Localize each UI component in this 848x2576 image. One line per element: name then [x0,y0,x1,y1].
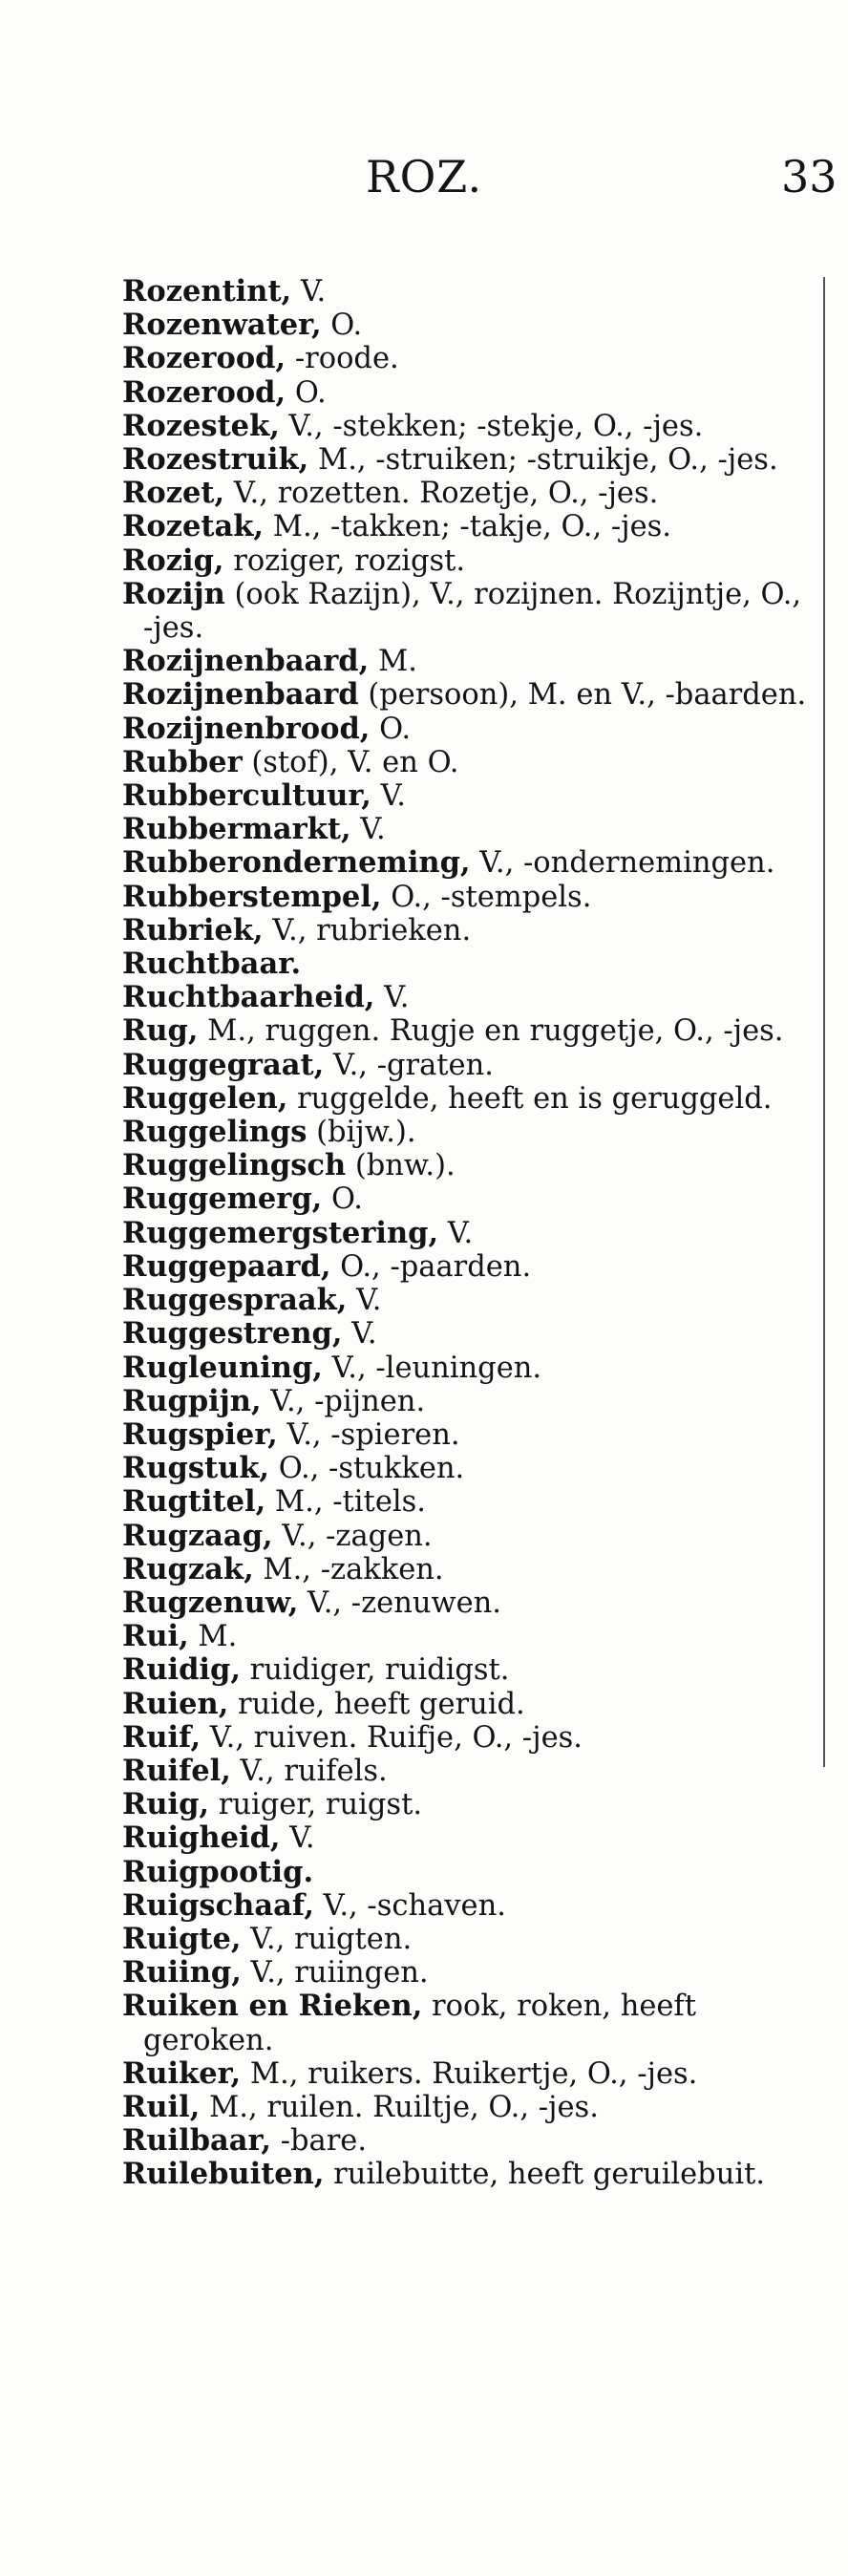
dictionary-entry [122,544,819,578]
entry-definition: V., -graten. [324,1048,494,1082]
dictionary-entry [122,1856,819,1889]
entry-definition: ruilebuitte, heeft geruilebuit. [324,2158,766,2192]
entry-headword: Ruigheid, [122,1820,281,1856]
entry-headword: Ruggelen, [122,1080,288,1116]
entry-definition: -bare. [271,2124,368,2159]
dictionary-entry [122,645,819,678]
entry-definition: (ook Razijn), V., rozijnen. Rozijntje, O., -jes. [143,577,802,646]
entry-headword: Rugpijn, [122,1383,262,1418]
dictionary-entry [122,1284,819,1317]
entry-definition: V., -zagen. [272,1519,433,1553]
entry-headword: Rugtitel, [122,1484,266,1520]
entry-headword: Rugstuk, [122,1451,270,1486]
entry-headword: Ruif, [122,1719,201,1755]
entry-headword: Rugzak, [122,1551,254,1586]
entry-definition: O. [322,1182,363,1217]
dictionary-entry [122,1553,819,1586]
entry-headword: Ruien, [122,1686,229,1721]
entry-definition: M., -struiken; -struikje, O., -jes. [308,443,778,478]
entry-headword: Rozijnenbrood, [122,711,371,746]
dictionary-entry [122,1923,819,1956]
entry-definition: M., -zakken. [253,1552,444,1586]
entry-headword: Ruiken en Rieken, [122,1989,423,2024]
entry-definition: ruide, heeft geruid. [228,1687,525,1721]
entry-headword: Ruilebuiten, [122,2157,325,2192]
entry-headword: Ruggespraak, [122,1283,348,1318]
entry-headword: Rozentint, [122,274,292,309]
entry-definition: V., ruiingen. [241,1956,429,1991]
entry-definition: M., ruikers. Ruikertje, O., -jes. [241,2056,698,2091]
dictionary-entry [122,1821,819,1855]
entry-headword: Ruiker, [122,2055,242,2091]
entry-definition: V., rozetten. Rozetje, O., -jes. [224,477,659,511]
entry-headword: Ruchtbaar. [122,947,302,982]
dictionary-entry [122,2091,819,2124]
dictionary-entry [122,477,819,510]
entry-definition: V., -schaven. [313,1888,506,1923]
entry-definition: M. [188,1620,238,1654]
entry-definition: O. [321,309,363,343]
entry-headword: Ruggemerg, [122,1182,323,1217]
dictionary-entry [122,1014,819,1048]
entry-definition: -roode. [286,342,399,376]
dictionary-entry [122,678,819,712]
entry-definition: M. [369,645,417,679]
entry-headword: Rozestek, [122,408,280,443]
entry-definition: V., -pijnen. [261,1384,426,1418]
dictionary-entry [122,1788,819,1821]
entry-definition: rook, roken, heeft geroken. [143,1990,696,2057]
entry-definition: V., ruifels. [230,1754,388,1788]
entry-definition: V. [342,1317,377,1352]
entry-headword: Ruifel, [122,1753,231,1788]
entry-headword: Ruidig, [122,1652,241,1688]
entry-headword: Ruigte, [122,1921,242,1956]
dictionary-entry [122,1520,819,1553]
entry-definition: V. [350,813,386,847]
entry-headword: Rozerood, [122,341,286,376]
dictionary-entry [122,1889,819,1923]
dictionary-entry [122,779,819,813]
entry-definition: O., -paarden. [330,1249,532,1284]
dictionary-entry [122,578,819,645]
dictionary-entry [122,1653,819,1687]
dictionary-entry [122,914,819,947]
entry-definition: O., -stempels. [381,880,592,914]
entry-definition: V., rubrieken. [263,913,472,947]
entry-headword: Ruggepaard, [122,1248,331,1284]
dictionary-entry [122,1149,819,1182]
entry-definition: M., ruilen. Ruiltje, O., -jes. [200,2090,599,2124]
entry-definition: V. [371,779,406,814]
entry-headword: Rugspier, [122,1416,278,1452]
entry-headword: Rozijnenbaard [122,677,359,713]
dictionary-entry [122,1385,819,1418]
entry-headword: Rozijnenbaard, [122,644,370,679]
dictionary-entry [122,443,819,477]
dictionary-entry [122,1485,819,1519]
entry-headword: Rugleuning, [122,1350,323,1385]
entry-definition: V. [291,275,327,309]
dictionary-entry [122,713,819,746]
entry-headword: Rugzenuw, [122,1585,299,1620]
entry-definition: ruidiger, ruidigst. [240,1653,510,1688]
column-rule [823,277,825,1767]
entry-definition: M., -titels. [265,1485,426,1520]
entry-headword: Ruilbaar, [122,2123,272,2159]
dictionary-entry [122,510,819,543]
dictionary-entry [122,2158,819,2191]
dictionary-entry [122,2124,819,2158]
entry-headword: Rug, [122,1013,199,1049]
entry-definition: O., -stukken. [269,1452,465,1486]
dictionary-entry [122,1620,819,1653]
entry-definition: V., -stekken; -stekje, O., -jes. [279,409,704,443]
entry-definition: ruggelde, heeft en is geruggeld. [287,1081,773,1116]
entry-definition: V. [347,1284,382,1318]
entry-headword: Rozenwater, [122,308,322,343]
entry-headword: Ruggelingsch [122,1148,347,1183]
dictionary-entry [122,342,819,375]
dictionary-entry [122,947,819,981]
entry-definition: V. [374,981,410,1015]
entry-headword: Ruggemergstering, [122,1215,439,1250]
dictionary-entry [122,1688,819,1721]
entry-definition: V., ruiven. Ruifje, O., -jes. [201,1720,583,1755]
entry-definition: V. [438,1216,474,1250]
entry-headword: Rugzaag, [122,1518,273,1553]
entry-definition: (persoon), M. en V., -baarden. [358,678,807,713]
entry-definition: roziger, rozigst. [223,543,466,578]
entry-headword: Rubberstempel, [122,879,382,914]
page-number: 33 [781,151,837,202]
entry-headword: Ruigschaaf, [122,1887,314,1923]
entry-definition: M., -takken; -takje, O., -jes. [264,510,672,544]
dictionary-entry [122,1418,819,1452]
entry-headword: Rui, [122,1619,189,1654]
entry-headword: Rozig, [122,543,224,578]
entry-headword: Ruigpootig. [122,1854,314,1889]
dictionary-entry [122,410,819,443]
entry-headword: Ruig, [122,1787,210,1822]
entry-definition: (stof), V. en O. [242,745,459,779]
entry-headword: Ruggegraat, [122,1047,325,1082]
dictionary-entry [122,1956,819,1990]
dictionary-entry [122,1317,819,1351]
entry-definition: O. [370,712,412,746]
entry-definition: V. [280,1821,315,1856]
dictionary-column [122,275,819,2192]
entry-headword: Ruiing, [122,1955,242,1991]
entry-definition: V., -leuningen. [322,1351,542,1385]
dictionary-entry [122,1721,819,1755]
dictionary-entry [122,1049,819,1082]
entry-definition: V., -zenuwen. [298,1586,501,1620]
entry-definition: (bijw.). [307,1116,416,1150]
dictionary-entry [122,1586,819,1620]
dictionary-entry [122,1182,819,1216]
entry-definition: V., ruigten. [241,1922,413,1956]
dictionary-entry [122,813,819,846]
entry-headword: Rubberonderneming, [122,845,471,881]
entry-headword: Rozijn [122,576,225,611]
dictionary-entry [122,1250,819,1284]
entry-headword: Rozestruik, [122,442,309,478]
dictionary-entry [122,746,819,779]
dictionary-entry [122,881,819,914]
dictionary-entry [122,1990,819,2056]
entry-headword: Rubbermarkt, [122,812,351,847]
entry-headword: Rubbercultuur, [122,778,371,814]
entry-definition: ruiger, ruigst. [209,1788,423,1822]
dictionary-entry [122,846,819,880]
dictionary-entry [122,1755,819,1788]
dictionary-entry [122,1217,819,1250]
entry-definition: O. [286,375,327,410]
dictionary-entry [122,1116,819,1149]
dictionary-entry [122,981,819,1014]
dictionary-entry [122,1452,819,1485]
page-title: ROZ. [365,151,483,202]
page-header [0,151,848,208]
dictionary-entry [122,376,819,410]
dictionary-entry [122,1082,819,1116]
entry-definition: V., -spieren. [277,1417,460,1452]
entry-headword: Rozerood, [122,374,286,410]
entry-definition: (bnw.). [346,1149,456,1183]
entry-headword: Ruggestreng, [122,1316,343,1352]
dictionary-entry [122,309,819,342]
dictionary-entry [122,275,819,309]
entry-headword: Ruggelings [122,1115,307,1150]
entry-headword: Rozet, [122,476,225,511]
dictionary-entry [122,1352,819,1385]
entry-headword: Rubriek, [122,912,264,947]
entry-definition: M., ruggen. Rugje en ruggetje, O., -jes. [198,1014,784,1049]
entry-headword: Ruil, [122,2089,201,2124]
entry-definition: V., -ondernemingen. [470,846,775,881]
entry-headword: Rubber [122,744,243,779]
dictionary-entry [122,2057,819,2091]
entry-headword: Rozetak, [122,509,265,544]
entry-headword: Ruchtbaarheid, [122,980,375,1015]
